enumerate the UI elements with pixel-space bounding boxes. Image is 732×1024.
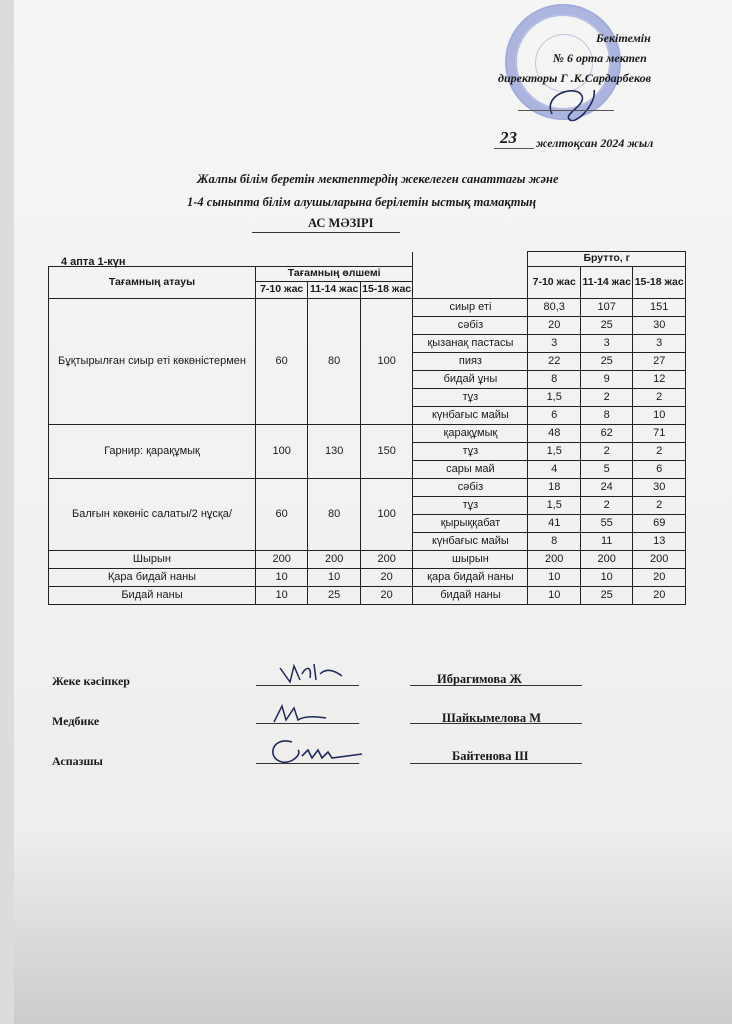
cook-sign-line [256, 763, 359, 764]
ingredient-name-cell: қара бидай наны [413, 569, 528, 587]
portion-cell: 100 [360, 479, 412, 551]
gross-value-cell: 1,5 [528, 443, 580, 461]
approval-line-2: № 6 орта мектеп [553, 51, 647, 65]
gross-value-cell: 20 [633, 587, 686, 605]
gross-value-cell: 62 [580, 425, 632, 443]
table-row [49, 551, 686, 569]
portion-cell: 10 [255, 569, 307, 587]
ingredient-name-cell: сиыр еті [413, 299, 528, 317]
gross-value-cell: 25 [580, 587, 632, 605]
ingredient-name-cell: шырын [413, 551, 528, 569]
portion-cell: 80 [308, 299, 360, 425]
menu-title-underline [252, 232, 400, 233]
portion-age1-header: 7-10 жас [255, 282, 307, 299]
portion-cell: 20 [360, 587, 412, 605]
portion-cell: 10 [255, 587, 307, 605]
ingredient-name-cell: бидай ұны [413, 371, 528, 389]
gross-value-cell: 8 [580, 407, 632, 425]
portion-age3-header: 15-18 жас [360, 282, 412, 299]
approval-line-3: директоры Г .К.Сардарбеков [498, 71, 651, 85]
portion-cell: 200 [360, 551, 412, 569]
gross-value-cell: 1,5 [528, 389, 580, 407]
gross-value-cell: 13 [633, 533, 686, 551]
dish-name-cell: Бұқтырылған сиыр еті көкөністермен [49, 299, 256, 425]
gross-value-cell: 20 [633, 569, 686, 587]
gross-value-cell: 18 [528, 479, 580, 497]
gross-value-cell: 200 [528, 551, 580, 569]
role-entrepreneur: Жеке кәсіпкер [52, 674, 130, 688]
dish-name-cell: Қара бидай наны [49, 569, 256, 587]
gross-value-cell: 4 [528, 461, 580, 479]
portion-cell: 200 [308, 551, 360, 569]
table-row [49, 425, 686, 443]
portion-cell: 100 [255, 425, 307, 479]
ingredient-name-cell: тұз [413, 497, 528, 515]
composition-header-cell [413, 252, 528, 299]
gross-value-cell: 24 [580, 479, 632, 497]
ingredient-name-cell: тұз [413, 389, 528, 407]
gross-value-cell: 3 [580, 335, 632, 353]
portion-cell: 10 [308, 569, 360, 587]
ingredient-name-cell: қырыққабат [413, 515, 528, 533]
gross-value-cell: 10 [528, 569, 580, 587]
gross-value-cell: 10 [633, 407, 686, 425]
gross-value-cell: 55 [580, 515, 632, 533]
gross-value-cell: 22 [528, 353, 580, 371]
portion-cell: 100 [360, 299, 412, 425]
gross-value-cell: 2 [633, 389, 686, 407]
gross-value-cell: 200 [580, 551, 632, 569]
gross-value-cell: 5 [580, 461, 632, 479]
gross-value-cell: 151 [633, 299, 686, 317]
gross-value-cell: 2 [633, 443, 686, 461]
director-signature [522, 84, 612, 124]
dish-name-cell: Шырын [49, 551, 256, 569]
portion-cell: 130 [308, 425, 360, 479]
menu-title: АС МӘЗІРІ [308, 216, 374, 230]
ingredient-name-cell: қарақұмық [413, 425, 528, 443]
gross-value-cell: 3 [633, 335, 686, 353]
portion-cell: 60 [255, 479, 307, 551]
gross-value-cell: 80,3 [528, 299, 580, 317]
gross-age2-header: 11-14 жас [580, 267, 632, 299]
gross-value-cell: 71 [633, 425, 686, 443]
cook-name-line [410, 763, 582, 764]
gross-age1-header: 7-10 жас [528, 267, 580, 299]
page-shadow [14, 834, 732, 1024]
ingredient-name-cell: пияз [413, 353, 528, 371]
gross-value-cell: 6 [633, 461, 686, 479]
name-nurse: Шайкымелова М [442, 711, 542, 725]
gross-value-cell: 69 [633, 515, 686, 533]
gross-value-cell: 11 [580, 533, 632, 551]
gross-value-cell: 200 [633, 551, 686, 569]
approval-line-1: Бекітемін [596, 31, 651, 45]
table-row [49, 569, 686, 587]
gross-value-cell: 107 [580, 299, 632, 317]
dish-name-cell: Бидай наны [49, 587, 256, 605]
menu-table [48, 251, 686, 605]
dish-header: Тағамның атауы [49, 267, 256, 299]
table-header-row [49, 267, 686, 282]
cook-signature [262, 736, 372, 766]
portion-cell: 60 [255, 299, 307, 425]
ingredient-name-cell: күнбағыс майы [413, 407, 528, 425]
portion-cell: 25 [308, 587, 360, 605]
portion-age2-header: 11-14 жас [308, 282, 360, 299]
role-nurse: Медбике [52, 714, 100, 728]
table-row [49, 479, 686, 497]
gross-value-cell: 2 [580, 443, 632, 461]
portion-cell: 200 [255, 551, 307, 569]
gross-value-cell: 6 [528, 407, 580, 425]
title-line-1: Жалпы білім беретін мектептердің жекелеген санаттағы және [197, 172, 559, 186]
nurse-name-line [410, 723, 582, 724]
table-row [49, 587, 686, 605]
gross-value-cell: 48 [528, 425, 580, 443]
name-entrepreneur: Ибрагимова Ж [437, 672, 522, 686]
portion-header: Тағамның өлшемі [255, 267, 412, 282]
name-cook: Байтенова Ш [452, 749, 529, 763]
gross-value-cell: 2 [580, 497, 632, 515]
table-week-row [49, 252, 686, 267]
gross-value-cell: 10 [528, 587, 580, 605]
approval-date: желтоқсан 2024 жыл [536, 136, 654, 150]
gross-value-cell: 8 [528, 533, 580, 551]
portion-cell: 80 [308, 479, 360, 551]
ingredient-name-cell: сары май [413, 461, 528, 479]
entrepreneur-name-line [410, 685, 582, 686]
title-line-2: 1-4 сыныпта білім алушыларына берілетін ыстық тамақтың [187, 195, 537, 209]
portion-cell: 150 [360, 425, 412, 479]
gross-value-cell: 25 [580, 317, 632, 335]
gross-value-cell: 25 [580, 353, 632, 371]
gross-value-cell: 12 [633, 371, 686, 389]
menu-table-body [49, 299, 686, 605]
gross-value-cell: 10 [580, 569, 632, 587]
gross-value-cell: 30 [633, 317, 686, 335]
approval-day: 23 [500, 128, 517, 147]
gross-value-cell: 30 [633, 479, 686, 497]
gross-value-cell: 20 [528, 317, 580, 335]
dish-name-cell: Балғын көкөніс салаты/2 нұсқа/ [49, 479, 256, 551]
approval-day-line [494, 148, 534, 149]
ingredient-name-cell: сәбіз [413, 479, 528, 497]
gross-age3-header: 15-18 жас [633, 267, 686, 299]
gross-value-cell: 27 [633, 353, 686, 371]
gross-header: Брутто, г [528, 252, 686, 267]
gross-value-cell: 2 [633, 497, 686, 515]
week-label: 4 апта 1-күн [61, 256, 126, 268]
entrepreneur-signature [276, 660, 346, 686]
ingredient-name-cell: бидай наны [413, 587, 528, 605]
nurse-sign-line [256, 723, 359, 724]
gross-value-cell: 2 [580, 389, 632, 407]
portion-cell: 20 [360, 569, 412, 587]
role-cook: Аспазшы [52, 754, 103, 768]
gross-value-cell: 8 [528, 371, 580, 389]
gross-value-cell: 9 [580, 371, 632, 389]
table-row [49, 299, 686, 317]
gross-value-cell: 1,5 [528, 497, 580, 515]
gross-value-cell: 41 [528, 515, 580, 533]
director-signature-line [518, 110, 614, 111]
entrepreneur-sign-line [256, 685, 359, 686]
ingredient-name-cell: тұз [413, 443, 528, 461]
ingredient-name-cell: күнбағыс майы [413, 533, 528, 551]
gross-value-cell: 3 [528, 335, 580, 353]
ingredient-name-cell: қызанақ пастасы [413, 335, 528, 353]
ingredient-name-cell: сәбіз [413, 317, 528, 335]
dish-name-cell: Гарнир: қарақұмық [49, 425, 256, 479]
